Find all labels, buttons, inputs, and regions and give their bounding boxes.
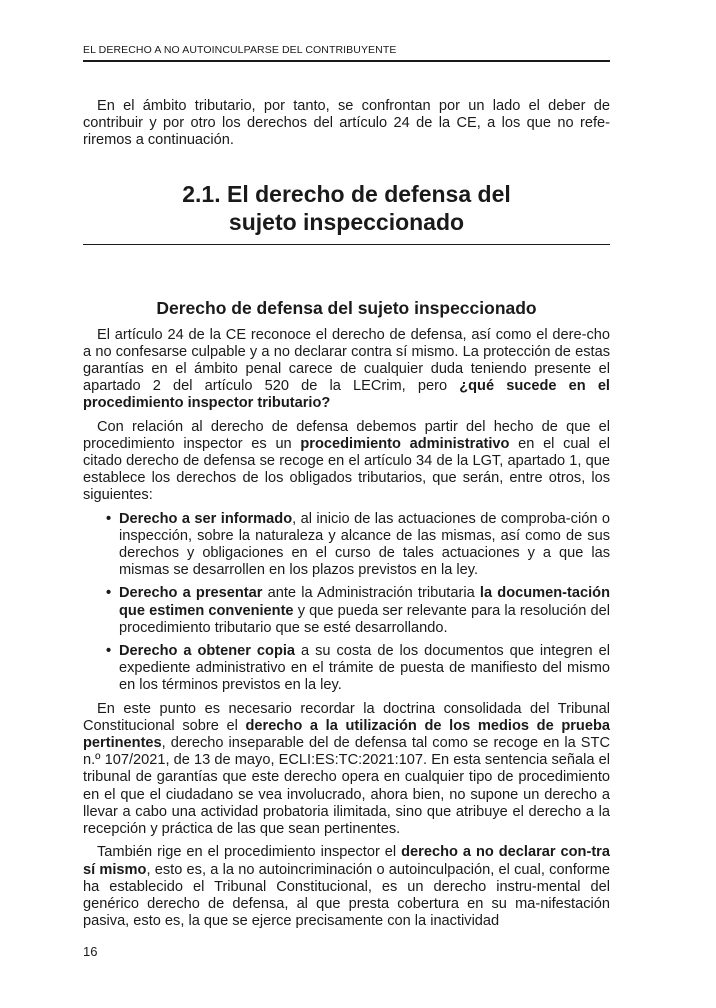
list-item-text-a: a su costa de los documentos que integren el expediente administrativo en el trámite de puesta de manifiesto del mismo en los términos previstos en la ley. bbox=[119, 643, 610, 694]
paragraph-4 bbox=[83, 844, 610, 930]
list-item-text-a: ante la Administración tributaria bbox=[262, 585, 480, 602]
paragraph-3-bold: derecho a la utilización de los medios de prueba pertinentes bbox=[83, 717, 610, 752]
paragraph-3 bbox=[83, 701, 610, 839]
page-content bbox=[83, 98, 610, 936]
list-item-text-b: y que pueda ser relevante para la resolución del procedimiento tributario que se esté desarrollando. bbox=[119, 602, 610, 636]
section-title bbox=[83, 180, 610, 245]
paragraph-3-text-b: , derecho inseparable del de defensa tal como se recoge en la STC n.º 107/2021, de 13 de mayo, ECLI:ES:TC:2021:107. En esta sentencia señala el tribunal de garantías que este derecho opera en cualquier tipo de procedimiento en el que el ciudadano se vea involucrado, ahora bien, no supone un derecho a llevar a cabo una actividad probatoria ilimitada, sino que atribuye el derecho a la recepción y práctica de las que sean pertinentes. bbox=[83, 735, 610, 838]
list-item-bold-a: Derecho a presentar bbox=[119, 585, 263, 602]
paragraph-2 bbox=[83, 419, 610, 505]
paragraph-1 bbox=[83, 327, 610, 413]
paragraph-4-bold: derecho a no declarar con-tra sí mismo bbox=[83, 844, 610, 878]
list-item bbox=[106, 585, 610, 637]
paragraph-2-text-a: Con relación al derecho de defensa debemos partir del hecho de que el procedimiento inspector es un bbox=[83, 418, 610, 452]
page-number: 16 bbox=[83, 944, 98, 959]
section-title-line-1: 2.1. El derecho de defensa del bbox=[182, 180, 511, 207]
paragraph-1-text: El artículo 24 de la CE reconoce el derecho de defensa, así como el dere-cho a no confesarse culpable y a no declarar contra sí mismo. La protección de estas garantías en el ámbito penal carece de cualquier duda teniendo presente el apartado 2 del artículo 520 de la LECrim, pero bbox=[83, 326, 610, 395]
bullet-icon: • bbox=[106, 585, 112, 602]
paragraph-1-question: ¿qué sucede en el procedimiento inspector tributario? bbox=[83, 378, 610, 412]
section-title-line-2: sujeto inspeccionado bbox=[228, 208, 465, 235]
paragraph-2-text-b: en el cual el citado derecho de defensa se recoge en el artículo 34 de la LGT, apartado 1, que establece los derechos de los obligados tributarios, que serán, entre otros, los siguientes: bbox=[83, 435, 610, 504]
list-item bbox=[106, 510, 610, 580]
list-item bbox=[106, 643, 610, 695]
list-item-text-a: , al inicio de las actuaciones de comproba-ción o inspección, sobre la naturaleza y alcance de las mismas, así como de sus derechos y obligaciones en el curso de tales actuaciones y a que las mismas se desarrollen en los plazos previstos en la ley. bbox=[119, 510, 610, 579]
paragraph-3-text-a: En este punto es necesario recordar la doctrina consolidada del Tribunal Constitucional sobre el bbox=[83, 700, 610, 734]
sub-heading: Derecho de defensa del sujeto inspeccionado bbox=[156, 297, 537, 318]
paragraph-2-bold: procedimiento administrativo bbox=[300, 435, 510, 452]
intro-paragraph: En el ámbito tributario, por tanto, se confrontan por un lado el deber de contribuir y por otro los derechos del artículo 24 de la CE, a los que no refe-riremos a continuación. bbox=[83, 98, 610, 149]
list-item-bold-a: Derecho a ser informado bbox=[119, 510, 293, 527]
rights-list bbox=[83, 511, 610, 695]
running-header: EL DERECHO A NO AUTOINCULPARSE DEL CONTRIBUYENTE bbox=[83, 44, 610, 62]
list-item-bold-a: Derecho a obtener copia bbox=[119, 643, 296, 660]
bullet-icon: • bbox=[106, 643, 112, 660]
bullet-icon: • bbox=[106, 510, 112, 527]
paragraph-4-text-b: , esto es, a la no autoincriminación o autoinculpación, el cual, conforme ha establecido el Tribunal Constitucional, es un derecho instru-mental del genérico derecho de defensa, al que presta cobertura en su ma-nifestación pasiva, esto es, la que se ejerce precisamente con la inactividad bbox=[83, 861, 611, 930]
paragraph-4-text-a: También rige en el procedimiento inspector el bbox=[97, 844, 402, 861]
list-item-bold-b: la documen-tación que estimen conveniente bbox=[119, 585, 610, 619]
